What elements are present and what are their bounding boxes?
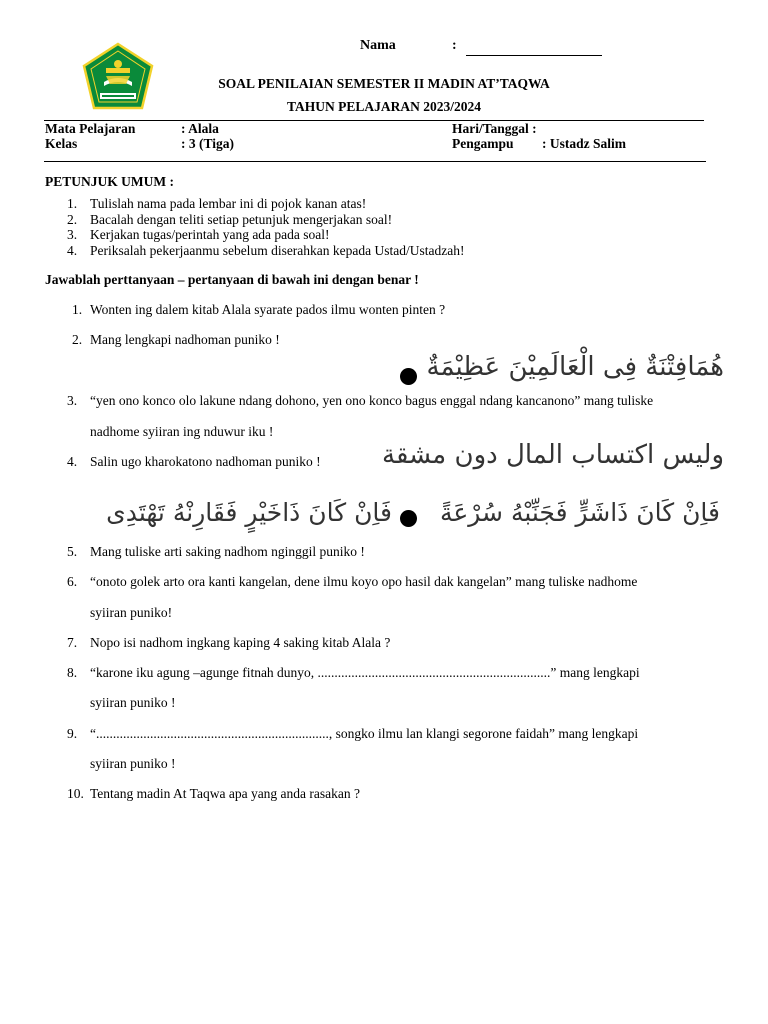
question-text: Mang tuliske arti saking nadhom nginggil puniko ! bbox=[90, 544, 365, 559]
date-label: Hari/Tanggal : bbox=[452, 121, 537, 136]
arabic-verse-right: فَاِنْ كَانَ ذَاشَرٍّ فَجَنِّبْهُ سُرْعَةً bbox=[439, 498, 720, 527]
instruction-item: 3. Kerjakan tugas/perintah yang ada pada soal! bbox=[67, 227, 330, 242]
name-field-line[interactable] bbox=[466, 55, 602, 56]
name-label: Nama bbox=[360, 38, 396, 53]
questions-heading: Jawablah perttanyaan – pertanyaan di bawah ini dengan benar ! bbox=[45, 272, 419, 287]
teacher-value: : Ustadz Salim bbox=[542, 136, 626, 151]
question-number: 10. bbox=[67, 786, 84, 801]
subject-value: : Alala bbox=[181, 121, 219, 136]
question-text: “....................................................................., songko ilmu lan klangi segorone faidah” mang lengkapi bbox=[90, 726, 639, 741]
question-text-cont: syiiran puniko ! bbox=[90, 695, 176, 710]
question-number: 7. bbox=[67, 635, 78, 650]
question-number: 5. bbox=[67, 544, 78, 559]
question-text: “yen ono konco olo lakune ndang dohono, yen ono konco bagus enggal ndang kancanono” mang tuliske bbox=[90, 393, 654, 408]
question-text: Salin ugo kharokatono nadhoman puniko ! bbox=[90, 454, 321, 469]
question-number: 9. bbox=[67, 726, 78, 741]
arabic-verse: وليس اكتساب المال دون مشقة bbox=[382, 440, 724, 470]
question-text-cont: syiiran puniko ! bbox=[90, 756, 176, 771]
page-title: SOAL PENILAIAN SEMESTER II MADIN AT’TAQWA bbox=[218, 76, 550, 91]
instruction-item: 4. Periksalah pekerjaanmu sebelum diserahkan kepada Ustad/Ustadzah! bbox=[67, 243, 465, 258]
instruction-item: 2. Bacalah dengan teliti setiap petunjuk mengerjakan soal! bbox=[67, 212, 393, 227]
question-text-cont: nadhome syiiran ing nduwur iku ! bbox=[90, 424, 274, 439]
question-text-cont: syiiran puniko! bbox=[90, 605, 173, 620]
class-label: Kelas bbox=[45, 136, 78, 151]
arabic-verse-left: فَاِنْ كَانَ ذَاخَيْرٍ فَقَارِنْهُ تَهْتَدِى bbox=[106, 498, 392, 527]
name-colon: : bbox=[452, 38, 457, 53]
teacher-label: Pengampu bbox=[452, 136, 514, 151]
question-text: “karone iku agung –agunge fitnah dunyo, .....................................................................” mang lengkapi bbox=[90, 665, 640, 680]
question-number: 6. bbox=[67, 574, 78, 589]
bullet-dot bbox=[400, 368, 417, 385]
arabic-verse: هُمَافِتْنَةٌ فِى الْعَالَمِيْنَ عَظِيْمَةٌ bbox=[426, 352, 724, 382]
instruction-item: 1. Tulislah nama pada lembar ini di pojok kanan atas! bbox=[67, 196, 367, 211]
divider-bottom bbox=[44, 161, 706, 162]
subject-label: Mata Pelajaran bbox=[45, 121, 136, 136]
question-text: “onoto golek arto ora kanti kangelan, dene ilmu koyo opo hasil dak kangelan” mang tuliske nadhome bbox=[90, 574, 638, 589]
class-value: : 3 (Tiga) bbox=[181, 136, 234, 151]
question-number: 2. bbox=[72, 332, 83, 347]
bullet-dot bbox=[400, 510, 417, 527]
question-text: Nopo isi nadhom ingkang kaping 4 saking kitab Alala ? bbox=[90, 635, 391, 650]
question-text: Tentang madin At Taqwa apa yang anda rasakan ? bbox=[90, 786, 361, 801]
divider-top bbox=[44, 120, 704, 121]
question-number: 4. bbox=[67, 454, 78, 469]
page-subtitle: TAHUN PELAJARAN 2023/2024 bbox=[286, 99, 481, 114]
question-number: 1. bbox=[72, 302, 83, 317]
question-number: 3. bbox=[67, 393, 78, 408]
question-text: Mang lengkapi nadhoman puniko ! bbox=[90, 332, 280, 347]
question-text: Wonten ing dalem kitab Alala syarate pados ilmu wonten pinten ? bbox=[90, 302, 446, 317]
instructions-heading: PETUNJUK UMUM : bbox=[45, 174, 174, 189]
question-number: 8. bbox=[67, 665, 78, 680]
